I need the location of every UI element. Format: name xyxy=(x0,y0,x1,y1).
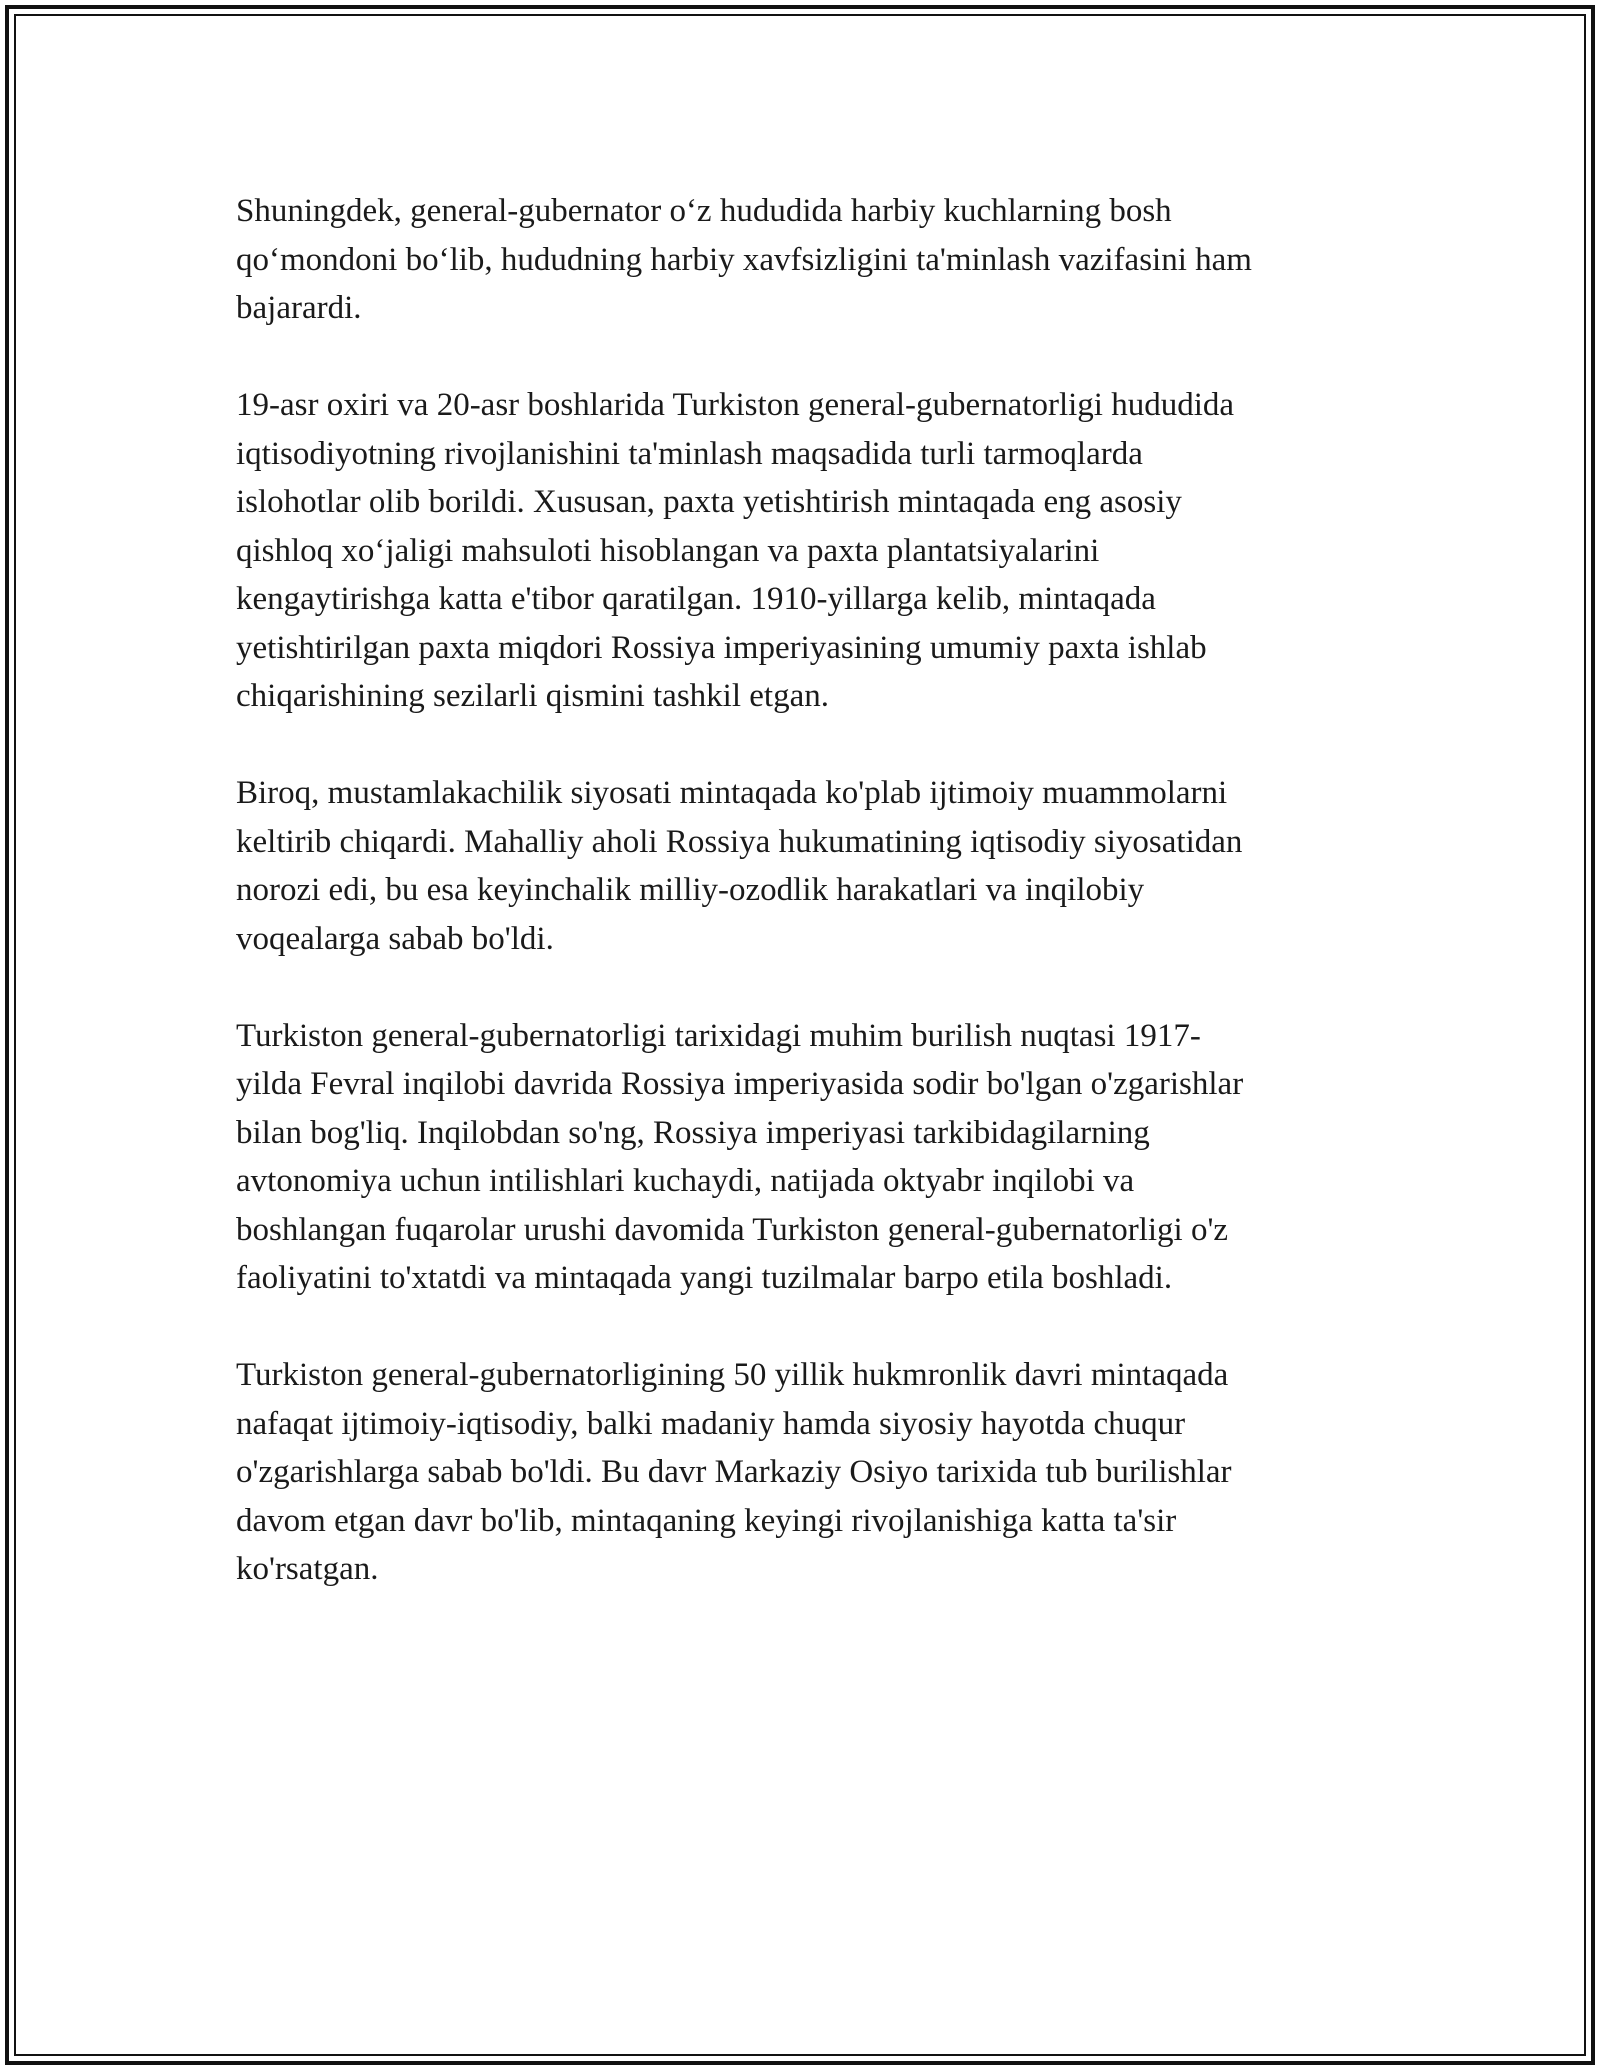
text-line: 19-asr oxiri va 20-asr boshlarida Turkiston general-gubernatorligi hududida xyxy=(236,387,1235,423)
text-line: qishloq xo‘jaligi mahsuloti hisoblangan va paxta plantatsiyalarini xyxy=(236,532,1100,569)
paragraph-4 xyxy=(236,1012,1376,1303)
text-line: yilda Fevral inqilobi davrida Rossiya imperiyasida sodir bo'lgan o'zgarishlar xyxy=(236,1066,1244,1102)
text-line: bilan bog'liq. Inqilobdan so'ng, Rossiya imperiyasi tarkibidagilarning xyxy=(236,1114,1150,1151)
paragraph-1 xyxy=(236,187,1376,333)
text-line: iqtisodiyotning rivojlanishini ta'minlash maqsadida turli tarmoqlarda xyxy=(236,435,1143,472)
text-line: yetishtirilgan paxta miqdori Rossiya imperiyasining umumiy paxta ishlab xyxy=(236,629,1207,666)
text-line: ko'rsatgan. xyxy=(236,1551,379,1587)
text-line: avtonomiya uchun intilishlari kuchaydi, natijada oktyabr inqilobi va xyxy=(236,1163,1135,1199)
text-line: Biroq, mustamlakachilik siyosati mintaqada ko'plab ijtimoiy muammolarni xyxy=(236,775,1228,811)
text-line: voqealarga sabab bo'ldi. xyxy=(236,920,554,957)
text-line: chiqarishining sezilarli qismini tashkil etgan. xyxy=(236,678,829,714)
text-line: Turkiston general-gubernatorligining 50 yillik hukmronlik davri mintaqada xyxy=(236,1357,1229,1393)
text-line: norozi edi, bu esa keyinchalik milliy-ozodlik harakatlari va inqilobiy xyxy=(236,872,1145,908)
paragraph-3 xyxy=(236,769,1376,963)
text-line: islohotlar olib borildi. Xususan, paxta yetishtirish mintaqada eng asosiy xyxy=(236,484,1182,520)
text-line: Shuningdek, general-gubernator o‘z hududida harbiy kuchlarning bosh xyxy=(236,193,1172,229)
text-line: nafaqat ijtimoiy-iqtisodiy, balki madaniy hamda siyosiy hayotda chuqur xyxy=(236,1405,1186,1442)
text-line: keltirib chiqardi. Mahalliy aholi Rossiya hukumatining iqtisodiy siyosatidan xyxy=(236,823,1243,860)
text-line: qo‘mondoni bo‘lib, hududning harbiy xavfsizligini ta'minlash vazifasini ham xyxy=(236,241,1252,278)
text-line: kengaytirishga katta e'tibor qaratilgan. 1910-yillarga kelib, mintaqada xyxy=(236,581,1156,617)
document-body xyxy=(236,187,1376,1594)
text-line: davom etgan davr bo'lib, mintaqaning keyingi rivojlanishiga katta ta'sir xyxy=(236,1502,1177,1539)
paragraph-2 xyxy=(236,381,1376,721)
text-line: bajarardi. xyxy=(236,290,362,326)
text-line: faoliyatini to'xtatdi va mintaqada yangi tuzilmalar barpo etila boshladi. xyxy=(236,1260,1173,1296)
paragraph-5 xyxy=(236,1351,1376,1594)
text-line: Turkiston general-gubernatorligi tarixidagi muhim burilish nuqtasi 1917- xyxy=(236,1017,1201,1054)
text-line: boshlangan fuqarolar urushi davomida Turkiston general-gubernatorligi o'z xyxy=(236,1211,1229,1248)
text-line: o'zgarishlarga sabab bo'ldi. Bu davr Markaziy Osiyo tarixida tub burilishlar xyxy=(236,1454,1232,1490)
